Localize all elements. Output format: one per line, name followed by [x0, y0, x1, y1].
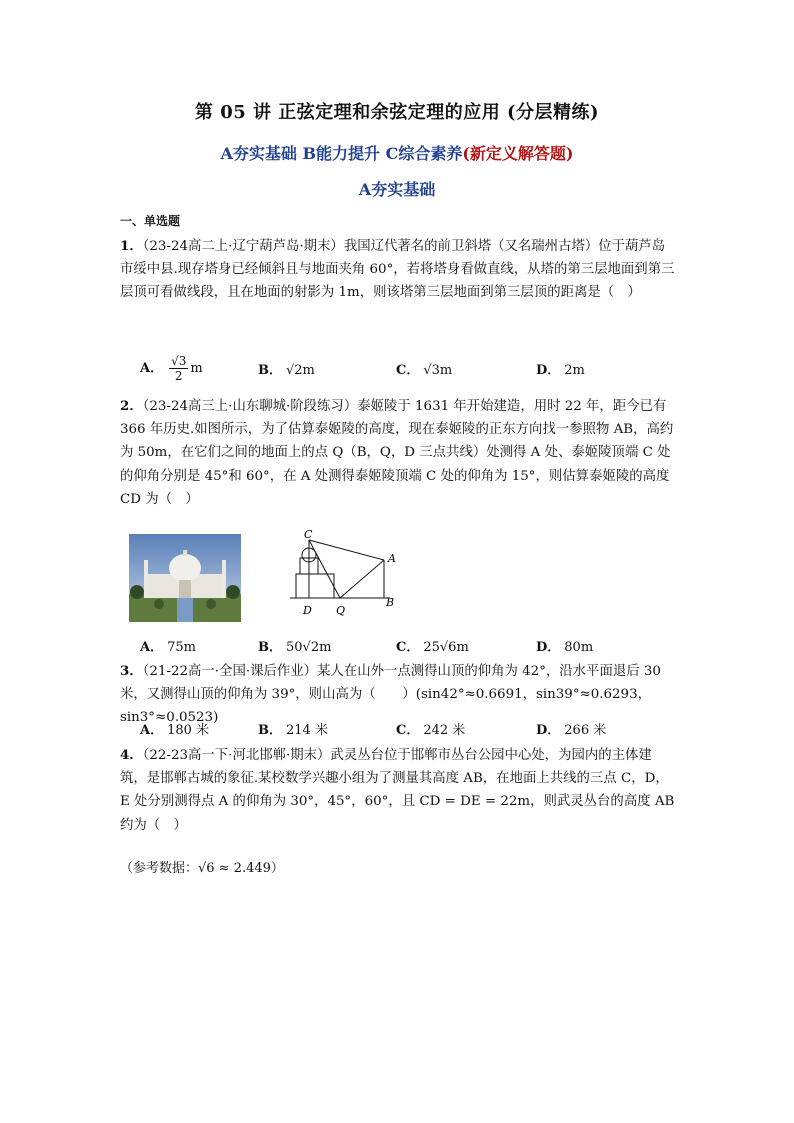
q1-option-b-value: √2m — [286, 363, 315, 378]
subtitle-main: A夯实基础 B能力提升 C综合素养 — [220, 144, 463, 163]
q3-option-a-label: A． — [140, 723, 164, 738]
q3-option-c-value: 242 米 — [423, 723, 466, 738]
line-qa — [340, 560, 384, 598]
question-1-text: （23-24高二上·辽宁葫芦岛·期末）我国辽代著名的前卫斜塔（又名瑞州古塔）位于葫芦岛市绥中县.现存塔身已经倾斜且与地面夹角 60°，若将塔身看做直线，从塔的第三层地面到第三层顶可看做线段，且在地面的射影为 1m，则该塔第三层地面到第三层顶的距离是（ ） — [120, 239, 675, 301]
label-d: D — [303, 604, 312, 617]
subtitle-red: (新定义解答题) — [462, 144, 574, 163]
q3-option-d-value: 266 米 — [564, 723, 607, 738]
q3-option-a[interactable] — [140, 719, 209, 738]
building-body — [296, 574, 334, 598]
q3-option-b[interactable] — [258, 719, 328, 738]
q1-option-a-denominator: 2 — [174, 369, 183, 383]
question-1-number: 1． — [120, 238, 143, 254]
q1-option-d[interactable] — [536, 359, 585, 378]
q1-option-b[interactable] — [258, 359, 315, 378]
label-a: A — [388, 552, 396, 565]
question-1-options — [140, 354, 680, 384]
question-4-number: 4． — [120, 747, 143, 763]
q2-option-c-value: 25√6m — [423, 640, 469, 655]
line-ca — [309, 540, 384, 560]
question-4-text: （22-23高一下·河北邯郸·期末）武灵丛台位于邯郸市丛台公园中心处，为园内的主体建筑，是邯郸古城的象征.某校数学兴趣小组为了测量其高度 AB，在地面上共线的三点 C，D，E 处分别测得点 A 的仰角为 30°，45°，60°，且 CD = DE = 22m，则武灵丛台的高度 AB 约为（ ） — [120, 748, 675, 833]
q3-option-c-label: C． — [396, 723, 420, 738]
question-2 — [120, 395, 678, 511]
section-title: A夯实基础 — [358, 180, 436, 199]
q3-option-b-value: 214 米 — [286, 723, 328, 738]
q3-option-b-label: B． — [258, 723, 282, 738]
q3-option-d-label: D． — [536, 723, 561, 738]
q1-option-a-label: A． — [140, 361, 164, 376]
q1-option-c-label: C． — [396, 363, 420, 378]
q3-option-d[interactable] — [536, 719, 606, 738]
q2-option-a-value: 75m — [167, 640, 196, 655]
line-cq — [309, 540, 340, 598]
question-3-number: 3． — [120, 663, 143, 679]
section-heading: 一、单选题 — [120, 214, 181, 228]
question-2-number: 2． — [120, 398, 143, 414]
question-2-options — [140, 636, 680, 656]
question-3-text: （21-22高一·全国·课后作业）某人在山外一点测得山顶的仰角为 42°，沿水平面退后 30 米，又测得山顶的仰角为 39°，则山高为（ ）(sin42°≈0.6691，sin39°≈0.6293，sin3°≈0.0523) — [120, 664, 661, 726]
q1-option-b-label: B． — [258, 363, 282, 378]
page-title: 第 05 讲 正弦定理和余弦定理的应用 (分层精练) — [194, 102, 600, 123]
q2-option-a-label: A． — [140, 640, 164, 655]
q1-option-a[interactable] — [140, 354, 203, 383]
page-subtitle — [0, 141, 794, 164]
q2-option-b[interactable] — [258, 636, 331, 655]
q2-option-a[interactable] — [140, 636, 196, 655]
label-c: C — [304, 528, 313, 541]
q1-option-d-value: 2m — [564, 363, 585, 378]
q3-option-c[interactable] — [396, 719, 465, 738]
q2-option-b-value: 50√2m — [286, 640, 332, 655]
question-4 — [120, 744, 678, 837]
q2-option-d[interactable] — [536, 636, 593, 655]
q2-option-b-label: B． — [258, 640, 282, 655]
question-2-text: （23-24高三上·山东聊城·阶段练习）泰姬陵于 1631 年开始建造，用时 22 年，距今已有 366 年历史.如图所示，为了估算泰姬陵的高度，现在泰姬陵的正东方向找一参照物 AB，高约为 50m，在它们之间的地面上的点 Q（B，Q，D 三点共线）处测得 A 处、泰姬陵顶端 C 处的仰角分别是 45°和 60°，在 A 处测得泰姬陵顶端 C 处的仰角为 15°，则估算泰姬陵的高度 CD 为（ ） — [120, 399, 674, 507]
q2-option-c[interactable] — [396, 636, 469, 655]
q1-option-d-label: D． — [536, 363, 561, 378]
question-3-options — [140, 719, 680, 739]
q1-option-c-value: √3m — [423, 363, 453, 378]
geometry-diagram — [290, 528, 410, 623]
q2-option-d-label: D． — [536, 640, 561, 655]
q1-option-a-fraction — [169, 354, 188, 383]
q3-option-a-value: 180 米 — [167, 723, 210, 738]
reference-data: （参考数据：√6 ≈ 2.449） — [120, 861, 284, 876]
q1-option-a-numerator: √3 — [171, 354, 187, 368]
q1-option-c[interactable] — [396, 359, 452, 378]
q2-option-c-label: C． — [396, 640, 420, 655]
label-q: Q — [336, 604, 346, 617]
taj-mahal-photo — [129, 534, 241, 622]
label-b: B — [386, 596, 395, 609]
question-1 — [120, 235, 678, 305]
q2-option-d-value: 80m — [564, 640, 594, 655]
q1-option-a-unit: m — [190, 361, 203, 376]
